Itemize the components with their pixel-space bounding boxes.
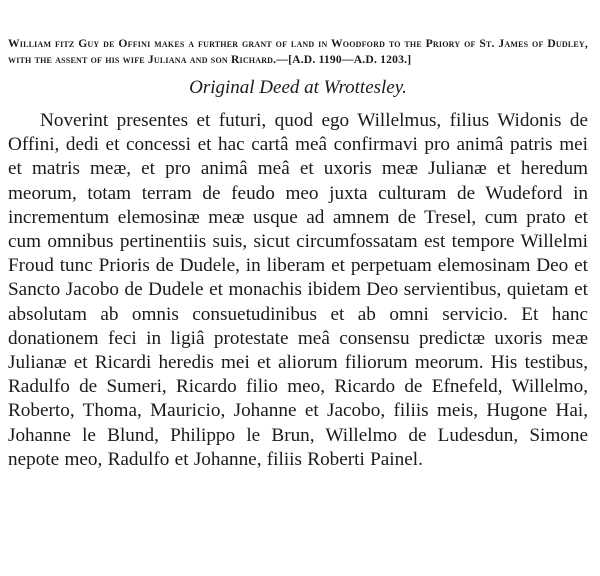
deed-body: Noverint presentes et futuri, quod ego Willelmus, filius Widonis de Offini, dedi et concessi et hac cartâ meâ confirmavi pro animâ patris mei et matris meæ, et pro animâ meâ et uxoris meæ Julianæ et heredum meorum, totam terram de feudo meo juxta culturam de Wudeford in incrementum elemosinæ meæ usque ad amnem de Tresel, cum prato et cum omnibus pertinentiis suis, sicut circumfossatam est tempore Willelmi Froud tunc Prioris de Dudele, in liberam et perpetuam elemosinam Deo et Sancto Jacobo de Dudele et monachis ibidem Deo servientibus, quietam et absolutam ab omnis consuetudinibus et ab omni servicio. Et hanc donationem feci in ligiâ protestate meâ consensu predictæ uxoris meæ Julianæ et Ricardi heredis mei et aliorum filiorum meorum. His testibus, Radulfo de Sumeri, Ricardo filio meo, Ricardo de Efnefeld, Willelmo, Roberto, Thoma, Mauricio, Johanne et Jacobo, filiis meis, Hugone Hai, Johanne le Blund, Philippo le Brun, Willelmo de Ludesdun, Simone nepote meo, Radulfo et Johanne, filiis Roberti Painel.: [8, 110, 588, 470]
deed-source: Original Deed at Wrottesley.: [189, 77, 407, 98]
deed-heading-text: William fitz Guy de Offini makes a further grant of land in Woodford to the Priory of St. James of Dudley, with the assent of his wife Juliana and son Richard.—: [8, 37, 588, 66]
deed-date: [A.D. 1190—A.D. 1203.]: [288, 53, 412, 66]
deed-heading: [8, 36, 588, 68]
